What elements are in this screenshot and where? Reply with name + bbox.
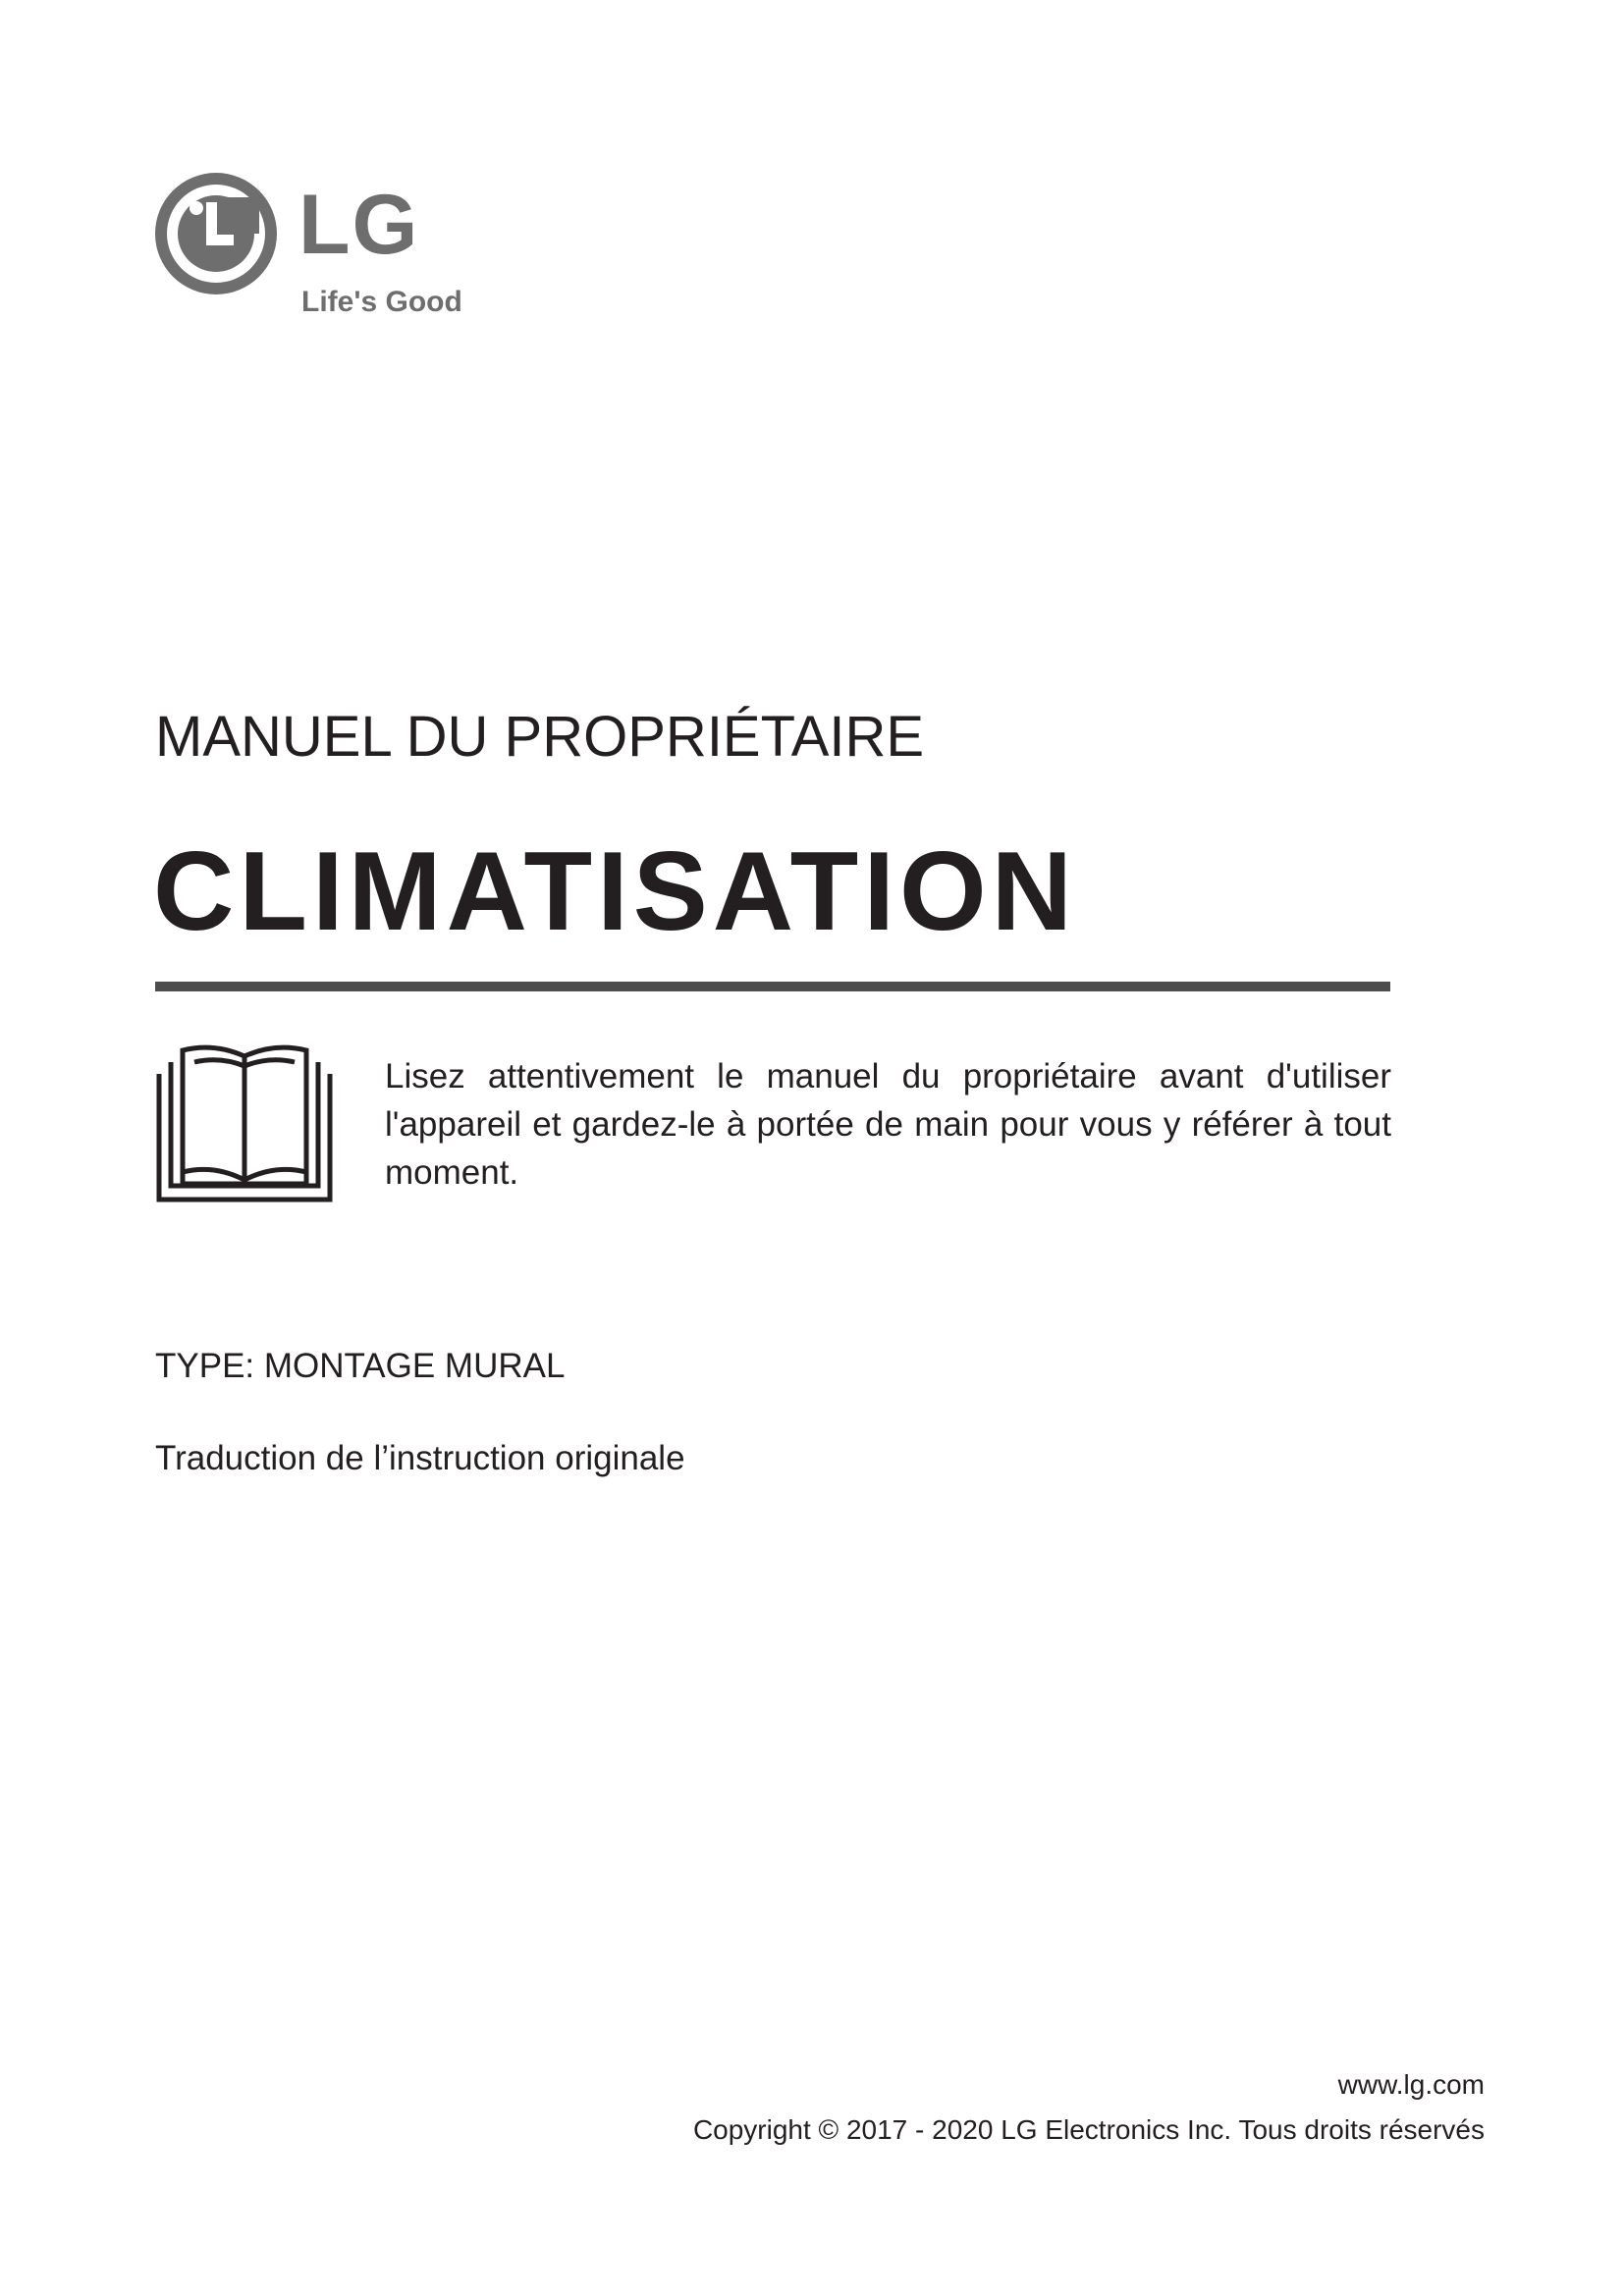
lg-logo <box>155 173 469 330</box>
open-book-icon <box>155 1041 334 1205</box>
lg-face-icon <box>155 173 283 300</box>
logo-wordmark: LG <box>298 178 420 272</box>
product-type: TYPE: MONTAGE MURAL <box>155 1347 566 1385</box>
product-title: CLIMATISATION <box>153 829 1077 954</box>
website-link[interactable]: www.lg.com <box>1337 2069 1485 2100</box>
translation-note: Traduction de l’instruction originale <box>155 1439 685 1477</box>
manual-title: MANUEL DU PROPRIÉTAIRE <box>155 705 925 769</box>
logo-slogan: Life's Good <box>301 286 462 318</box>
notice-text: Lisez attentivement le manuel du propriétaire avant d'utiliser l'appareil et gardez-le à portée de main pour vous y référer à tout moment. <box>385 1057 1391 1192</box>
title-divider <box>155 982 1390 991</box>
copyright-notice: Copyright © 2017 - 2020 LG Electronics Inc. Tous droits réservés <box>692 2114 1485 2145</box>
